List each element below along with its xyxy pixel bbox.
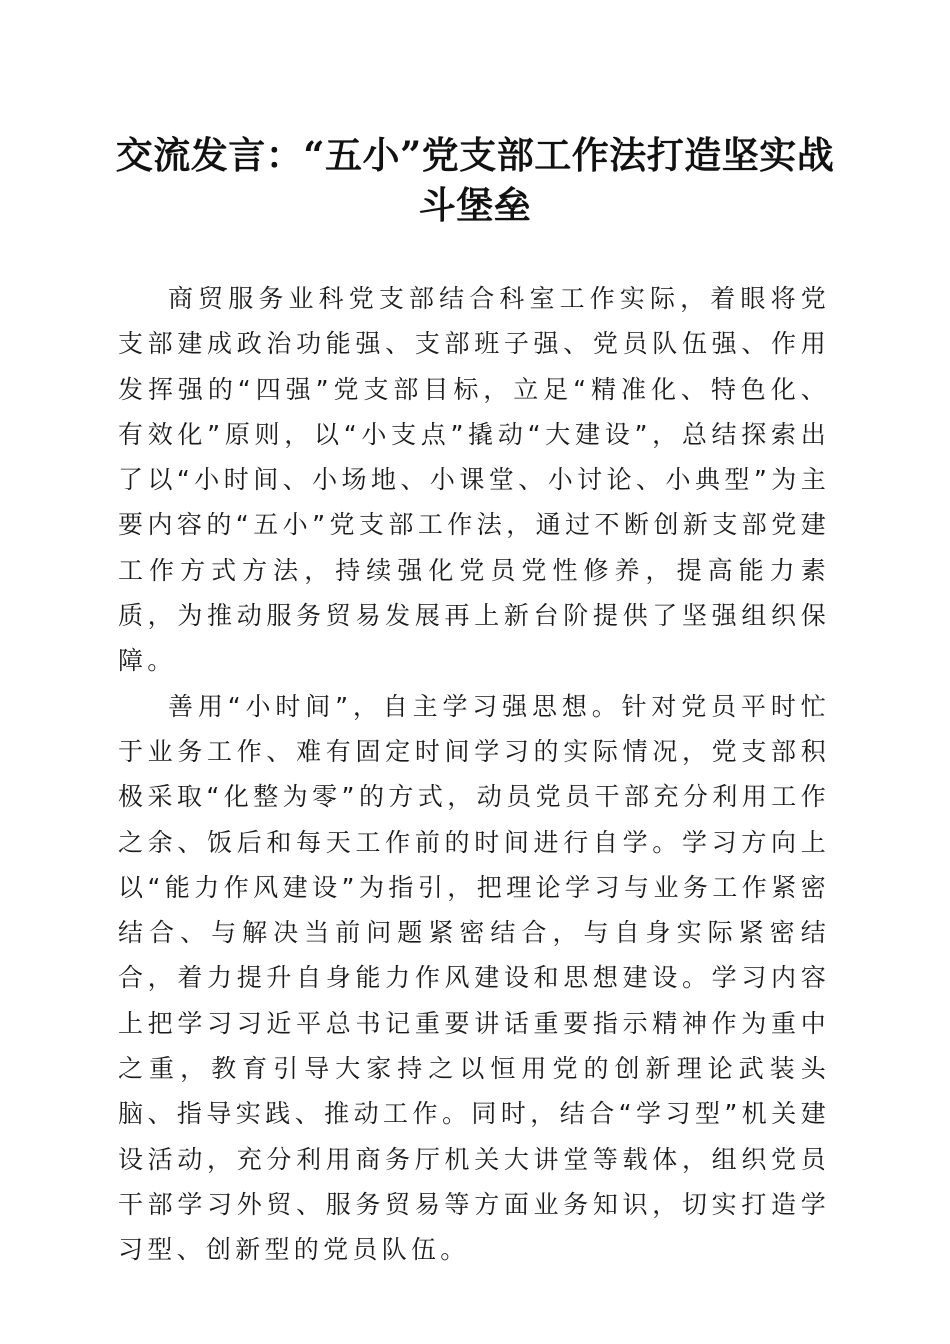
document-body bbox=[118, 276, 830, 1273]
paragraph-small-time: 善用“小时间”，自主学习强思想。针对党员平时忙于业务工作、难有固定时间学习的实际情况，党支部积极采取“化整为零”的方式，动员党员干部充分利用工作之余、饭后和每天工作前的时间进行自学。学习方向上以“能力作风建设”为指引，把理论学习与业务工作紧密结合、与解决当前问题紧密结合，与自身实际紧密结合，着力提升自身能力作风建设和思想建设。学习内容上把学习习近平总书记重要讲话重要指示精神作为重中之重，教育引导大家持之以恒用党的创新理论武装头脑、指导实践、推动工作。同时，结合“学习型”机关建设活动，充分利用商务厅机关大讲堂等载体，组织党员干部学习外贸、服务贸易等方面业务知识，切实打造学习型、创新型的党员队伍。 bbox=[118, 691, 830, 1265]
document-title: 交流发言：“五小”党支部工作法打造坚实战斗堡垒 bbox=[115, 133, 835, 227]
paragraph-intro: 商贸服务业科党支部结合科室工作实际，着眼将党支部建成政治功能强、支部班子强、党员队伍强、作用发挥强的“四强”党支部目标，立足“精准化、特色化、有效化”原则，以“小支点”撬动“大建设”，总结探索出了以“小时间、小场地、小课堂、小讨论、小典型”为主要内容的“五小”党支部工作法，通过不断创新支部党建工作方式方法，持续强化党员党性修养，提高能力素质，为推动服务贸易发展再上新台阶提供了坚强组织保障。 bbox=[118, 284, 830, 676]
